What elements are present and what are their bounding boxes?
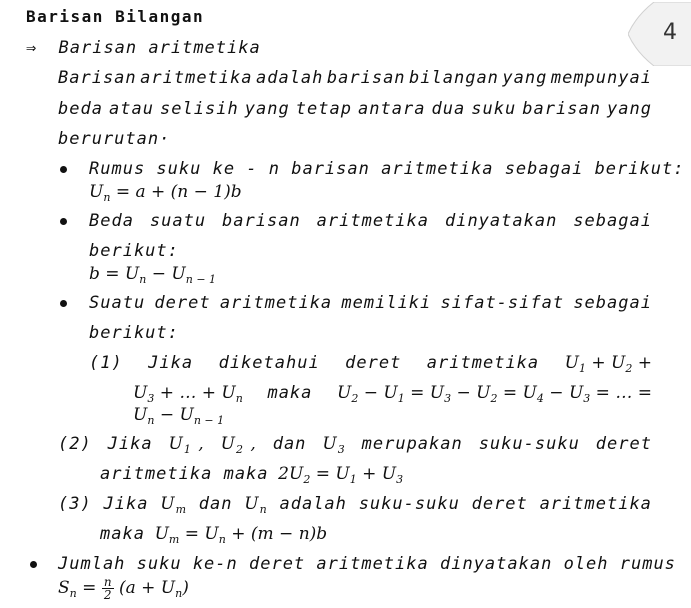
arrow-icon: ⇒	[26, 38, 38, 58]
bullet3-line-2: berikut:	[89, 323, 179, 343]
math-middle-term: $2U_2 = U_1 + U_3$	[278, 464, 404, 486]
definition-line-3: berurutan·	[58, 129, 171, 149]
bullet-dot	[60, 218, 67, 225]
math-u3: $U_3$	[322, 434, 346, 456]
definition-line-1: Barisan aritmetika adalah barisan bilangan yang mempunyai	[58, 68, 652, 88]
math-u2: $U_2$ ,	[220, 434, 257, 456]
property2-line-2: aritmetika maka $2U_2 = U_1 + U_3$	[100, 464, 404, 486]
property1-line-1: (1) Jika diketahui deret aritmetika $U_1 + U_2$ +	[89, 353, 652, 375]
section-heading	[26, 38, 261, 58]
bullet-dot	[30, 561, 37, 568]
math-um-formula: $U_m = U_n + (m - n)b$	[154, 524, 328, 546]
formula-nth-term: $U_n = a + (n - 1)b$	[89, 182, 242, 204]
math-u1: $U_1$ ,	[168, 434, 205, 456]
fraction-n-over-2: $\frac{n}{2}$	[103, 575, 112, 602]
bullet2-line-2: berikut:	[89, 241, 179, 261]
bullet2-line-1: Beda suatu barisan aritmetika dinyatakan sebagai	[89, 211, 652, 231]
definition-line-2: beda atau selisih yang tetap antara dua suku barisan yang	[58, 99, 652, 119]
bullet1-text: Rumus suku ke - n barisan aritmetika sebagai berikut:	[89, 159, 685, 179]
math-un: $U_n$	[244, 494, 268, 516]
property1-line-2: $U_3$ + … + $U_n$ maka $U_2 - U_1 = U_3 - U_2 = U_4 - U_3$ = … =	[133, 383, 652, 405]
page-number: 4	[663, 20, 677, 45]
bullet3-line-1: Suatu deret aritmetika memiliki sifat-sifat sebagai	[89, 293, 652, 313]
bullet-dot	[60, 166, 67, 173]
section-title: Barisan aritmetika	[58, 38, 261, 58]
math-u3-un: $U_3$ + … + $U_n$	[133, 383, 243, 405]
property3-line-2: maka $U_m = U_n + (m - n)b$	[100, 524, 328, 546]
math-um: $U_m$	[160, 494, 187, 516]
property2-line-1: (2) Jika $U_1$ , $U_2$ , dan $U_3$ merupakan suku-suku deret	[58, 434, 652, 456]
formula-difference: $b = U_n - U_{n - 1}$	[89, 264, 217, 286]
math-un-un-1: $U_n - U_{n - 1}$	[133, 405, 225, 427]
math-differences: $U_2 - U_1 = U_3 - U_2 = U_4 - U_3$ = … =	[337, 383, 652, 405]
math-u1-u2: $U_1 + U_2$ +	[564, 353, 652, 375]
bullet-dot	[60, 300, 67, 307]
bullet4-text: Jumlah suku ke-n deret aritmetika dinyatakan oleh rumus	[58, 554, 676, 574]
property3-line-1: (3) Jika $U_m$ dan $U_n$ adalah suku-suku deret aritmetika	[58, 494, 652, 516]
page-title: Barisan Bilangan	[26, 7, 205, 26]
formula-sum: $S_n$ = $\frac{n}{2}$ $(a + U_n)$	[58, 575, 189, 602]
page-tab	[628, 2, 691, 66]
